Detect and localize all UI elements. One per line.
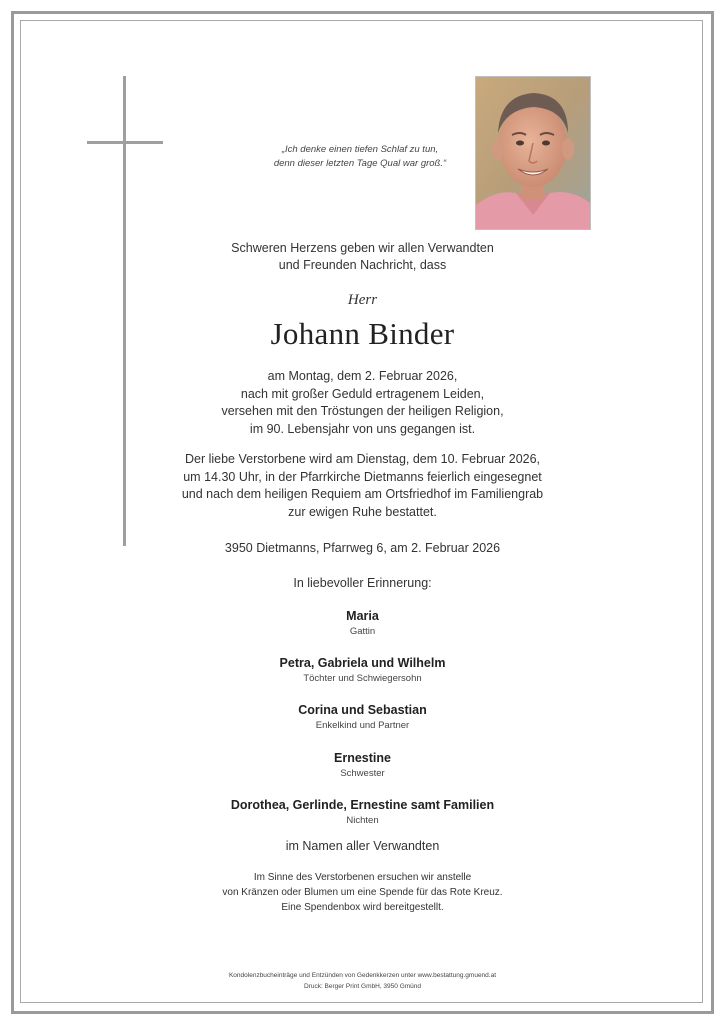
mourner-relation: Gattin bbox=[349, 626, 376, 637]
donation-line: Im Sinne des Verstorbenen ersuchen wir anstelle bbox=[253, 872, 472, 883]
mourner-entry bbox=[160, 751, 565, 779]
donation-line: Eine Spendenbox wird bereitgestellt. bbox=[281, 902, 444, 913]
footer-condolence-link: Kondolenzbucheinträge und Entzünden von Gedenkkerzen unter www.bestattung.gmuend.at bbox=[228, 972, 497, 979]
portrait-photo bbox=[475, 76, 591, 230]
mourner-relation: Enkelkind und Partner bbox=[315, 720, 410, 731]
mourner-name: Ernestine bbox=[334, 751, 391, 765]
mourner-entry bbox=[160, 609, 565, 637]
mourner-relation: Töchter und Schwiegersohn bbox=[303, 673, 422, 684]
cross-vertical-bar bbox=[123, 76, 126, 546]
memory-heading: In liebevoller Erinnerung: bbox=[293, 576, 432, 590]
mourner-name: Corina und Sebastian bbox=[298, 703, 427, 717]
funeral-notice-line: Der liebe Verstorbene wird am Dienstag, dem 10. Februar 2026, bbox=[184, 452, 541, 466]
quote-line-1: „Ich denke einen tiefen Schlaf zu tun, bbox=[281, 144, 439, 155]
death-notice-line: am Montag, dem 2. Februar 2026, bbox=[267, 369, 458, 383]
cross-horizontal-bar bbox=[87, 141, 163, 144]
mourner-entry bbox=[160, 656, 565, 684]
deceased-name: Johann Binder bbox=[270, 316, 455, 351]
mourner-name: Dorothea, Gerlinde, Ernestine samt Familien bbox=[230, 798, 495, 812]
mourner-entry bbox=[160, 703, 565, 731]
all-relatives-line: im Namen aller Verwandten bbox=[285, 839, 440, 853]
funeral-notice-line: und nach dem heiligen Requiem am Ortsfriedhof im Familiengrab bbox=[181, 487, 544, 501]
funeral-notice bbox=[140, 451, 585, 521]
mourner-entry bbox=[160, 798, 565, 826]
memorial-quote bbox=[210, 143, 510, 171]
donation-line: von Kränzen oder Blumen um eine Spende für das Rote Kreuz. bbox=[222, 887, 503, 898]
death-notice-line: nach mit großer Geduld ertragenem Leiden, bbox=[240, 386, 485, 401]
funeral-notice-line: zur ewigen Ruhe bestattet. bbox=[288, 504, 437, 519]
place-and-date: 3950 Dietmanns, Pfarrweg 6, am 2. Februar 2026 bbox=[224, 541, 501, 555]
intro-line-1: Schweren Herzens geben wir allen Verwandten bbox=[231, 241, 494, 255]
footer-printer: Druck: Berger Print GmbH, 3950 Gmünd bbox=[303, 983, 422, 990]
intro-line-2: und Freunden Nachricht, dass bbox=[278, 258, 447, 272]
footer bbox=[160, 970, 565, 992]
death-notice-line: versehen mit den Tröstungen der heiligen Religion, bbox=[221, 404, 504, 418]
mourner-relation: Schwester bbox=[340, 768, 385, 779]
mourner-name: Petra, Gabriela und Wilhelm bbox=[279, 656, 446, 670]
intro-text bbox=[160, 240, 565, 274]
donation-note bbox=[140, 870, 585, 915]
funeral-notice-line: um 14.30 Uhr, in der Pfarrkirche Dietmanns feierlich eingesegnet bbox=[183, 469, 542, 484]
quote-line-2: denn dieser letzten Tage Qual war groß.“ bbox=[273, 158, 447, 169]
mourner-relation: Nichten bbox=[346, 815, 379, 826]
death-notice-line: im 90. Lebensjahr von uns gegangen ist. bbox=[249, 421, 476, 436]
mourner-name: Maria bbox=[346, 609, 379, 623]
salutation: Herr bbox=[347, 292, 378, 308]
death-notice bbox=[160, 368, 565, 438]
